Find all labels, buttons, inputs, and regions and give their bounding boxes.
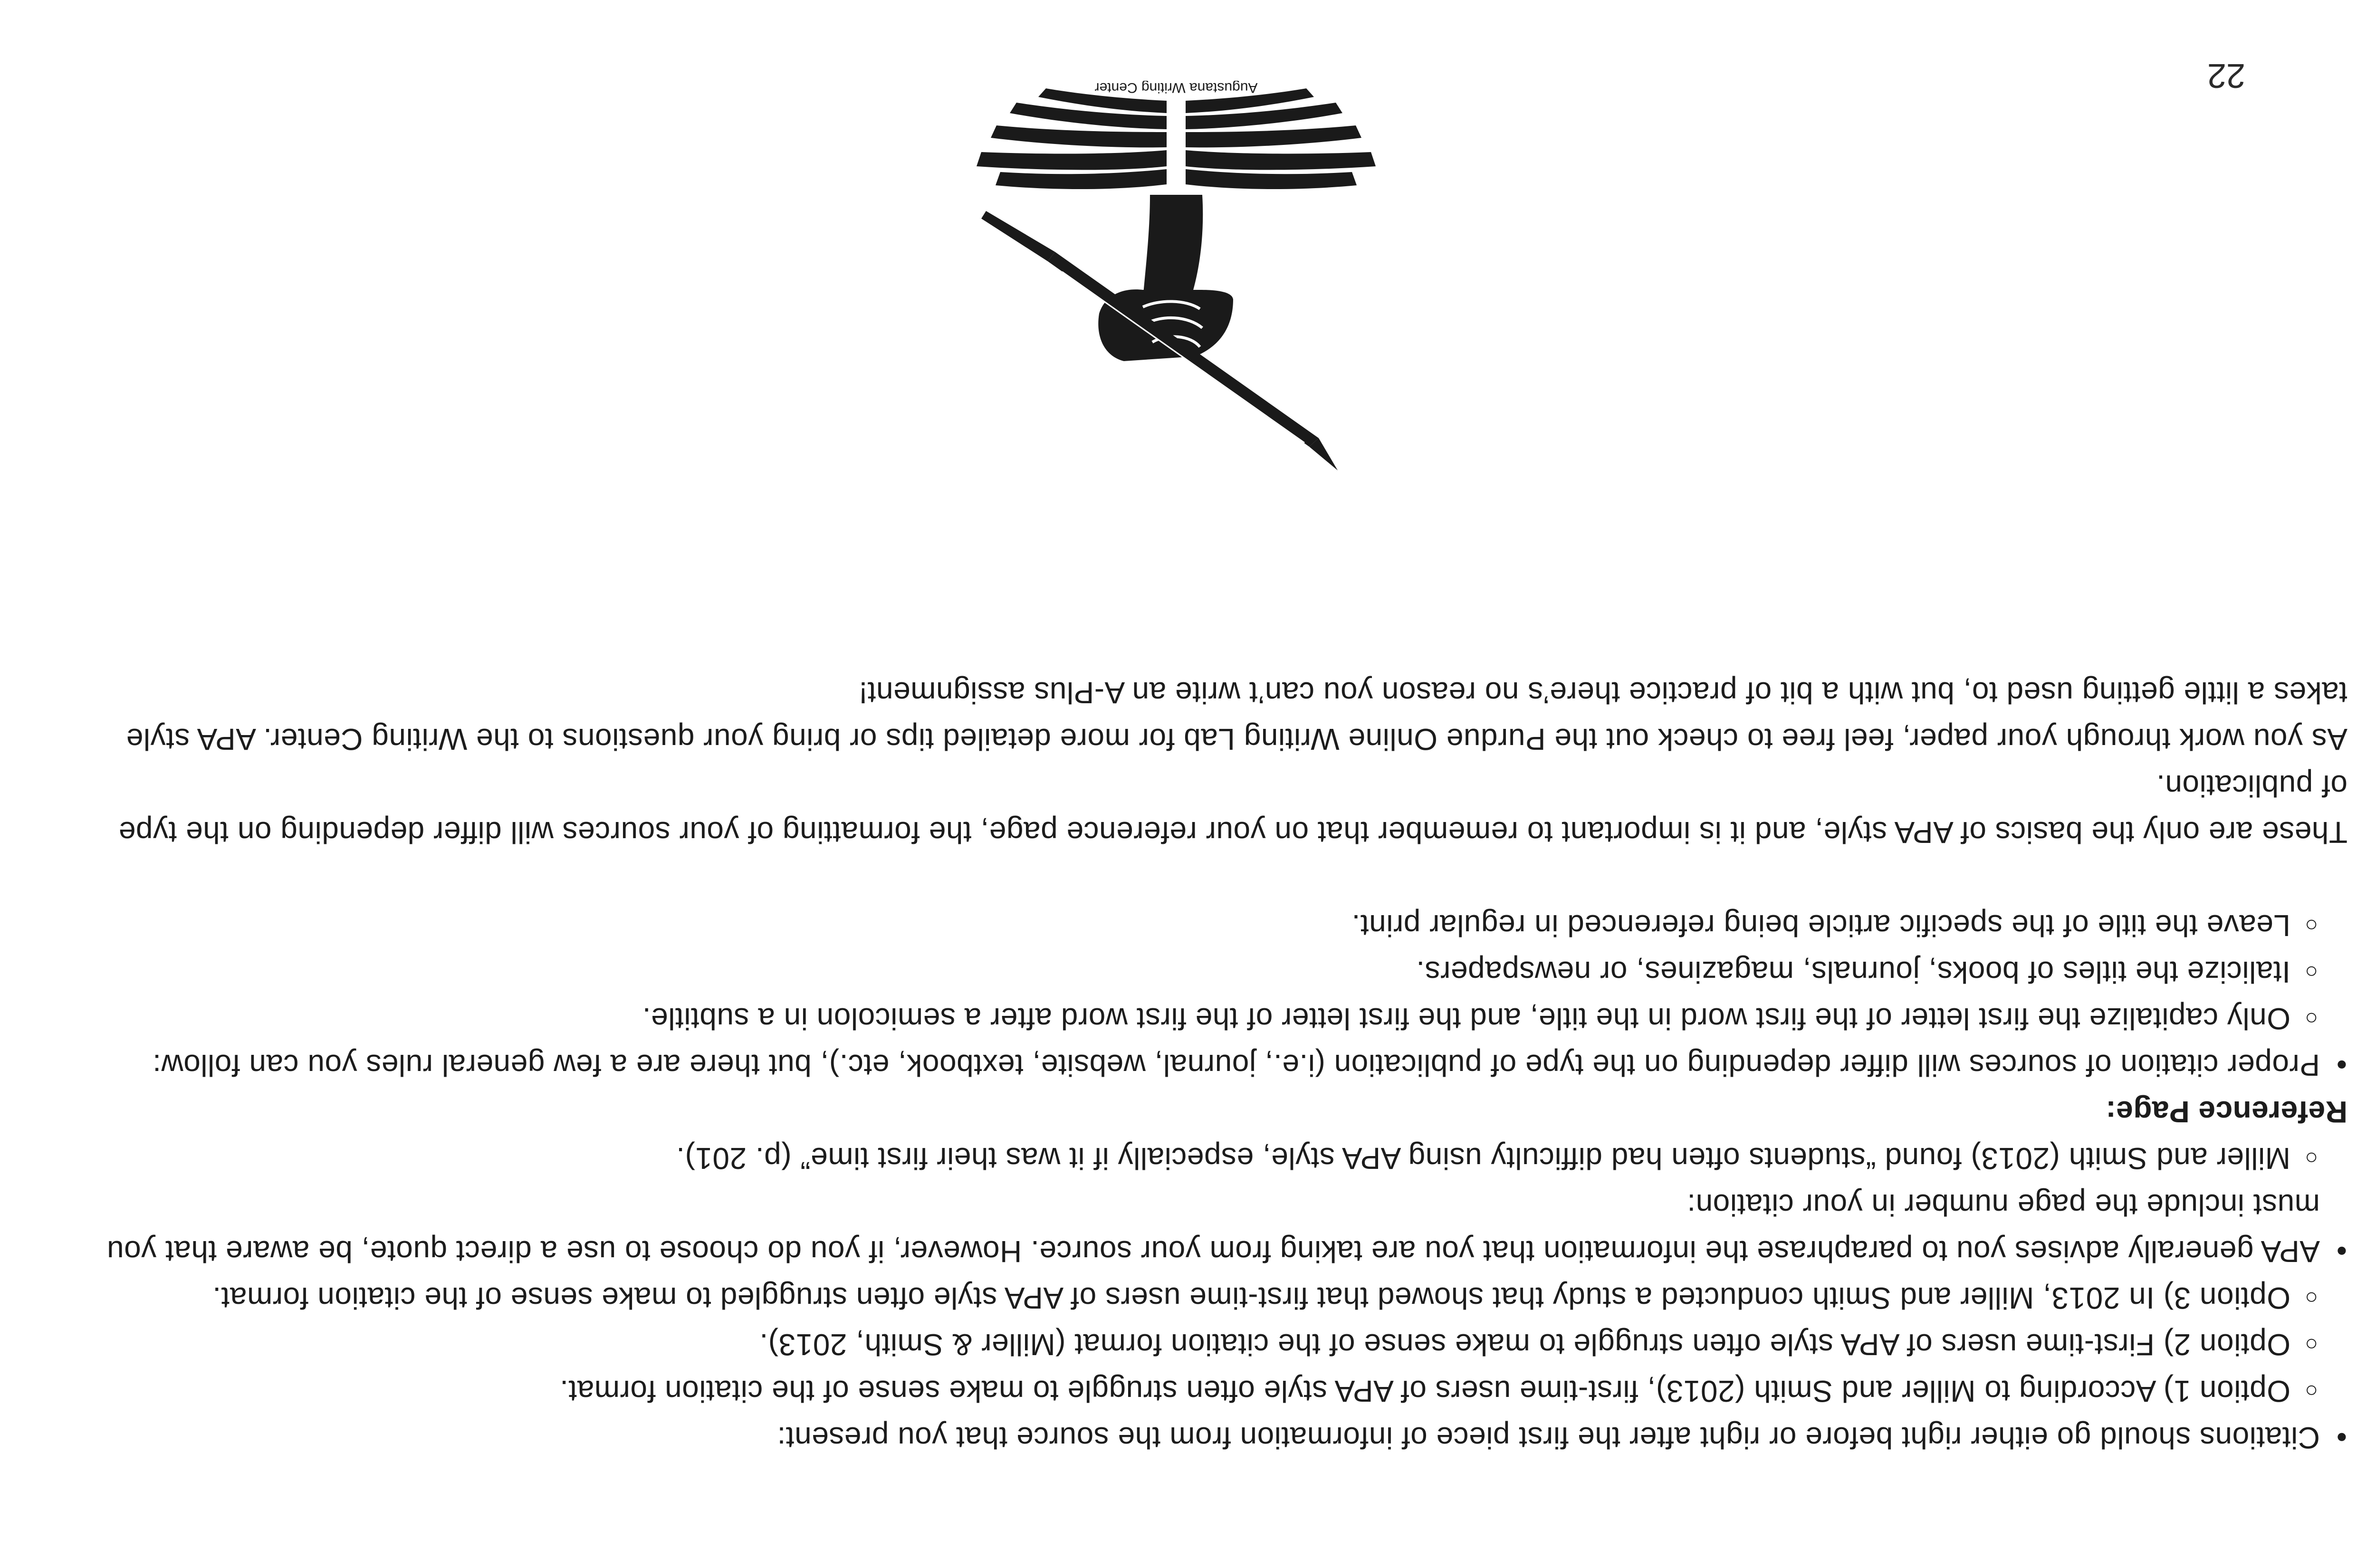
closing-paragraph-1: These are only the basics of APA style, and it is important to remember that on your reference page, the formatting of your sources will differ depending on the type of publication. <box>118 769 2347 850</box>
paraphrase-advice-bullet: ● APA generally advises you to paraphrase the information that you are taking from your source. However, if you do choose to use a direct quote, be aware that you must include the page number in your citation: <box>105 1182 2347 1275</box>
page-body <box>105 669 2347 1461</box>
capitalization-rule: ○ Only capitalize the first letter of the first word in the title, and the first letter of the first word after a semicolon in a subtitle. <box>105 995 2347 1042</box>
article-title-rule: ○ Leave the title of the specific article being referenced in regular print. <box>105 902 2347 949</box>
logo-caption: Augustana Writing Center <box>1094 81 1258 96</box>
option-1-example: ○ Option 1) According to Miller and Smith (2013), first-time users of APA style often struggle to make sense of the citation format. <box>105 1368 2347 1415</box>
citation-placement-bullet: ● Citations should go either right before or right after the first piece of information from the source that you present: <box>105 1415 2347 1461</box>
reference-rules-bullet: ● Proper citation of sources will differ depending on the type of publication (i.e., journal, website, textbook, etc.), but there are a few general rules you can follow: <box>105 1042 2347 1089</box>
page-number: 22 <box>2207 57 2245 95</box>
direct-quote-example: ○ Miller and Smith (2013) found “students often had difficulty using APA style, especially if it was their first time” (p. 201). <box>105 1135 2347 1182</box>
writing-center-logo <box>962 81 1390 499</box>
reference-page-heading: Reference Page: <box>2105 1095 2347 1129</box>
italicize-rule: ○ Italicize the titles of books, journals, magazines, or newspapers. <box>105 949 2347 995</box>
option-2-example: ○ Option 2) First-time users of APA style often struggle to make sense of the citation format (Miller & Smith, 2013). <box>105 1321 2347 1368</box>
paragraph-gap <box>105 856 2347 902</box>
option-3-example: ○ Option 3) In 2013, Miller and Smith conducted a study that showed that first-time users of APA style often struggled to make sense of the citation format. <box>105 1275 2347 1321</box>
hand-holding-pen-with-wings-icon <box>962 81 1390 499</box>
closing-paragraph-2: As you work through your paper, feel free to check out the Purdue Online Writing Lab for more detailed tips or bring your questions to the Writing Center. APA style takes a little getting used to, but with a bit of practice there’s no reason you can’t write an A-Plus assignment! <box>126 676 2347 756</box>
